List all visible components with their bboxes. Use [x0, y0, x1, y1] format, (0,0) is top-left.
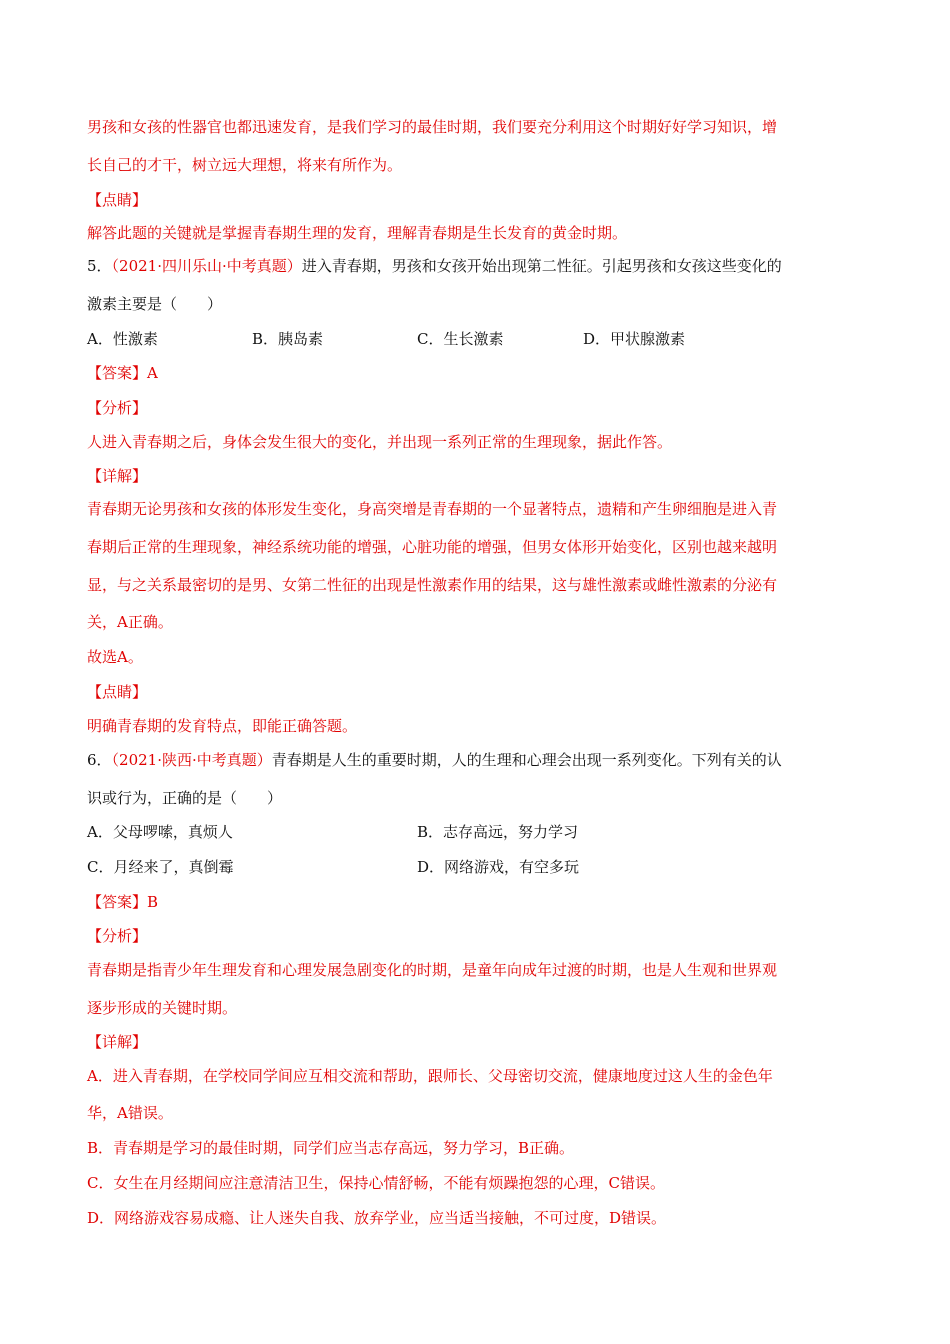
q6-option-c: C．月经来了，真倒霉: [87, 858, 234, 876]
q5-fenxi-text: 人进入青春期之后，身体会发生很大的变化，并出现一系列正常的生理现象，据此作答。: [87, 433, 673, 451]
q4-analysis-line-2: 长自己的才干，树立远大理想，将来有所作为。: [87, 156, 403, 174]
q5-answer-label: 【答案】: [87, 364, 148, 382]
q5-stem-text: 进入青春期，男孩和女孩开始出现第二性征。引起男孩和女孩这些变化的: [301, 257, 782, 275]
q5-xiangjie-line-3: 显，与之关系最密切的是男、女第二性征的出现是性激素作用的结果，这与雄性激素或雌性激素的分泌有: [87, 576, 778, 594]
q6-stem-line-2: 识或行为，正确的是（ ）: [87, 789, 283, 807]
q6-fenxi-line-2: 逐步形成的关键时期。: [87, 999, 238, 1017]
q5-xiangjie-line-2: 春期后正常的生理现象，神经系统功能的增强，心脏功能的增强，但男女体形开始变化，区别也越来越明: [87, 538, 778, 556]
q6-xiangjie-label: 【详解】: [87, 1033, 148, 1051]
q5-number: 5．: [87, 257, 112, 275]
q6-xiangjie-line-5: D．网络游戏容易成瘾、让人迷失自我、放弃学业，应当适当接触，不可过度，D错误。: [87, 1209, 667, 1227]
q4-dianjing-label: 【点睛】: [87, 191, 148, 209]
q5-option-b: B．胰岛素: [252, 330, 324, 348]
q6-fenxi-label: 【分析】: [87, 927, 148, 945]
q6-stem-text: 青春期是人生的重要时期，人的生理和心理会出现一系列变化。下列有关的认: [271, 751, 782, 769]
q6-stem-line-1: [87, 750, 782, 770]
q5-dianjing-label: 【点睛】: [87, 683, 148, 701]
q6-answer-value: B: [147, 893, 159, 911]
q5-option-c: C．生长激素: [417, 330, 504, 348]
q5-xiangjie-line-1: 青春期无论男孩和女孩的体形发生变化，身高突增是青春期的一个显著特点，遗精和产生卵细胞是进入青: [87, 500, 778, 518]
q5-stem-line-1: [87, 256, 782, 276]
q6-number: 6．: [87, 751, 112, 769]
q6-xiangjie-line-2: 华，A错误。: [87, 1104, 173, 1122]
q5-choose: 故选A。: [87, 648, 143, 666]
q6-answer: [87, 892, 158, 912]
q6-option-d: D．网络游戏，有空多玩: [417, 858, 580, 876]
q6-xiangjie-line-3: B．青春期是学习的最佳时期，同学们应当志存高远，努力学习，B正确。: [87, 1139, 575, 1157]
q4-dianjing-text: 解答此题的关键就是掌握青春期生理的发育，理解青春期是生长发育的黄金时期。: [87, 224, 628, 242]
q5-option-d: D．甲状腺激素: [583, 330, 686, 348]
q6-source: （2021·陕西·中考真题）: [111, 751, 272, 769]
q5-fenxi-label: 【分析】: [87, 399, 148, 417]
q6-answer-label: 【答案】: [87, 893, 148, 911]
q6-option-b: B．志存高远，努力学习: [417, 823, 579, 841]
q5-source: （2021·四川乐山·中考真题）: [111, 257, 302, 275]
q5-answer: [87, 363, 158, 383]
q6-fenxi-line-1: 青春期是指青少年生理发育和心理发展急剧变化的时期，是童年向成年过渡的时期，也是人生观和世界观: [87, 961, 778, 979]
q5-answer-value: A: [147, 364, 158, 382]
q6-xiangjie-line-1: A．进入青春期，在学校同学间应互相交流和帮助，跟师长、父母密切交流，健康地度过这人生的金色年: [87, 1067, 773, 1085]
q5-dianjing-text: 明确青春期的发育特点，即能正确答题。: [87, 717, 358, 735]
q4-analysis-line-1: 男孩和女孩的性器官也都迅速发育，是我们学习的最佳时期，我们要充分利用这个时期好好学习知识，增: [87, 118, 778, 136]
q5-option-a: A．性激素: [87, 330, 158, 348]
q6-xiangjie-line-4: C．女生在月经期间应注意清洁卫生，保持心情舒畅，不能有烦躁抱怨的心理，C错误。: [87, 1174, 665, 1192]
q5-xiangjie-line-4: 关，A正确。: [87, 613, 173, 631]
q5-stem-line-2: 激素主要是（ ）: [87, 295, 223, 313]
q6-option-a: A．父母啰嗦，真烦人: [87, 823, 233, 841]
q5-xiangjie-label: 【详解】: [87, 467, 148, 485]
